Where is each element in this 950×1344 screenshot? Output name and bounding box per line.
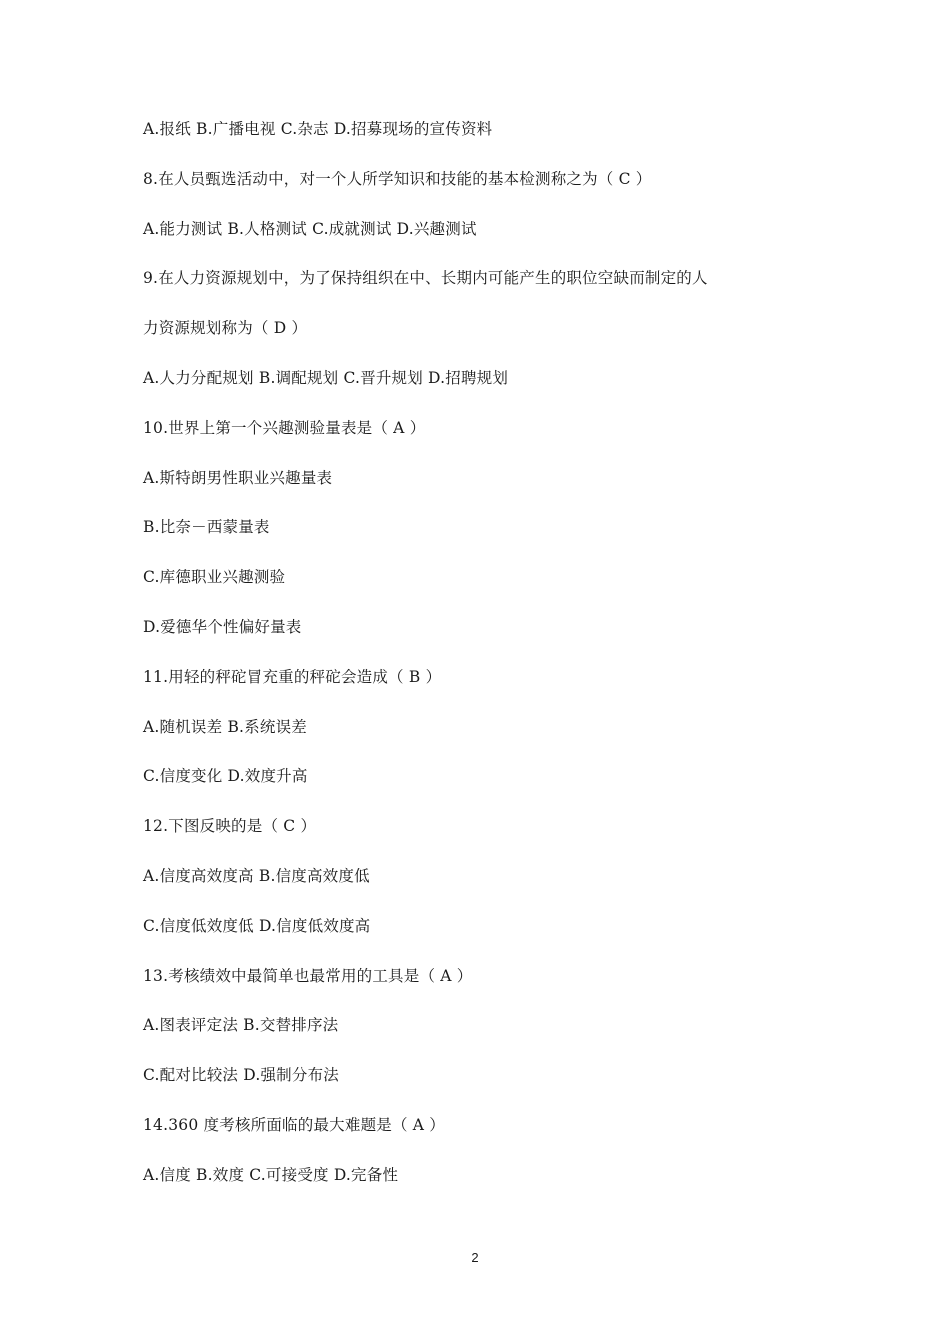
option-line: A.图表评定法 B.交替排序法 [143, 1016, 339, 1035]
option-line: C.信度低效度低 D.信度低效度高 [143, 916, 371, 935]
question-10: 10.世界上第一个兴趣测验量表是（ A ） [143, 418, 426, 437]
option-line: A.斯特朗男性职业兴趣量表 [143, 468, 333, 487]
question-9-continued: 力资源规划称为（ D ） [143, 319, 308, 338]
option-line: A.报纸 B.广播电视 C.杂志 D.招募现场的宣传资料 [143, 120, 493, 138]
question-12: 12.下图反映的是（ C ） [143, 817, 317, 836]
option-line: B.比奈－西蒙量表 [143, 518, 270, 537]
option-line: A.信度 B.效度 C.可接受度 D.完备性 [143, 1165, 399, 1184]
option-line: C.信度变化 D.效度升高 [143, 767, 308, 786]
option-line: C.配对比较法 D.强制分布法 [143, 1066, 339, 1085]
option-line: C.库德职业兴趣测验 [143, 568, 286, 587]
question-14: 14.360 度考核所面临的最大难题是（ A ） [143, 1115, 446, 1134]
question-11: 11.用轻的秤砣冒充重的秤砣会造成（ B ） [143, 667, 442, 686]
question-list [143, 116, 823, 1212]
option-line: A.能力测试 B.人格测试 C.成就测试 D.兴趣测试 [143, 219, 477, 238]
option-line: A.信度高效度高 B.信度高效度低 [143, 866, 370, 885]
page-number: 2 [471, 1250, 479, 1265]
question-8: 8.在人员甄选活动中，对一个人所学知识和技能的基本检测称之为（ C ） [143, 169, 652, 188]
option-line: A.随机误差 B.系统误差 [143, 717, 307, 736]
option-line: A.人力分配规划 B.调配规划 C.晋升规划 D.招聘规划 [143, 368, 509, 387]
question-9: 9.在人力资源规划中，为了保持组织在中、长期内可能产生的职位空缺而制定的人 [143, 269, 708, 288]
option-line: D.爱德华个性偏好量表 [143, 617, 302, 636]
question-13: 13.考核绩效中最简单也最常用的工具是（ A ） [143, 966, 473, 985]
